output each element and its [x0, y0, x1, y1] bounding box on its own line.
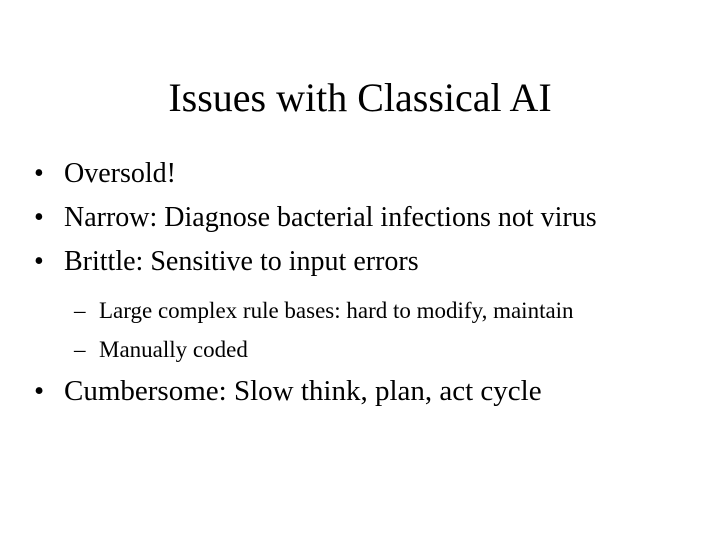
sub-bullet-dash-icon: –: [74, 298, 86, 323]
slide-title: Issues with Classical AI: [168, 75, 552, 120]
sub-bullet-text: Manually coded: [99, 337, 248, 362]
bullet-item-narrow: [34, 201, 597, 235]
sub-bullet-text: Large complex rule bases: hard to modify, maintain: [99, 298, 574, 323]
bullet-item-brittle: [34, 245, 419, 279]
bullet-dot-icon: •: [34, 246, 44, 277]
sub-bullet-item-rule-bases: [74, 297, 574, 325]
bullet-text: Cumbersome: Slow think, plan, act cycle: [64, 375, 542, 407]
bullet-item-oversold: [34, 157, 176, 191]
sub-bullet-item-manually-coded: [74, 336, 248, 364]
bullet-item-cumbersome: [34, 374, 542, 408]
bullet-text: Brittle: Sensitive to input errors: [64, 246, 419, 277]
bullet-dot-icon: •: [34, 158, 44, 189]
bullet-dot-icon: •: [34, 375, 45, 407]
bullet-text: Oversold!: [64, 158, 176, 189]
bullet-dot-icon: •: [34, 202, 44, 233]
sub-bullet-dash-icon: –: [74, 337, 86, 362]
bullet-text: Narrow: Diagnose bacterial infections not virus: [64, 202, 597, 233]
